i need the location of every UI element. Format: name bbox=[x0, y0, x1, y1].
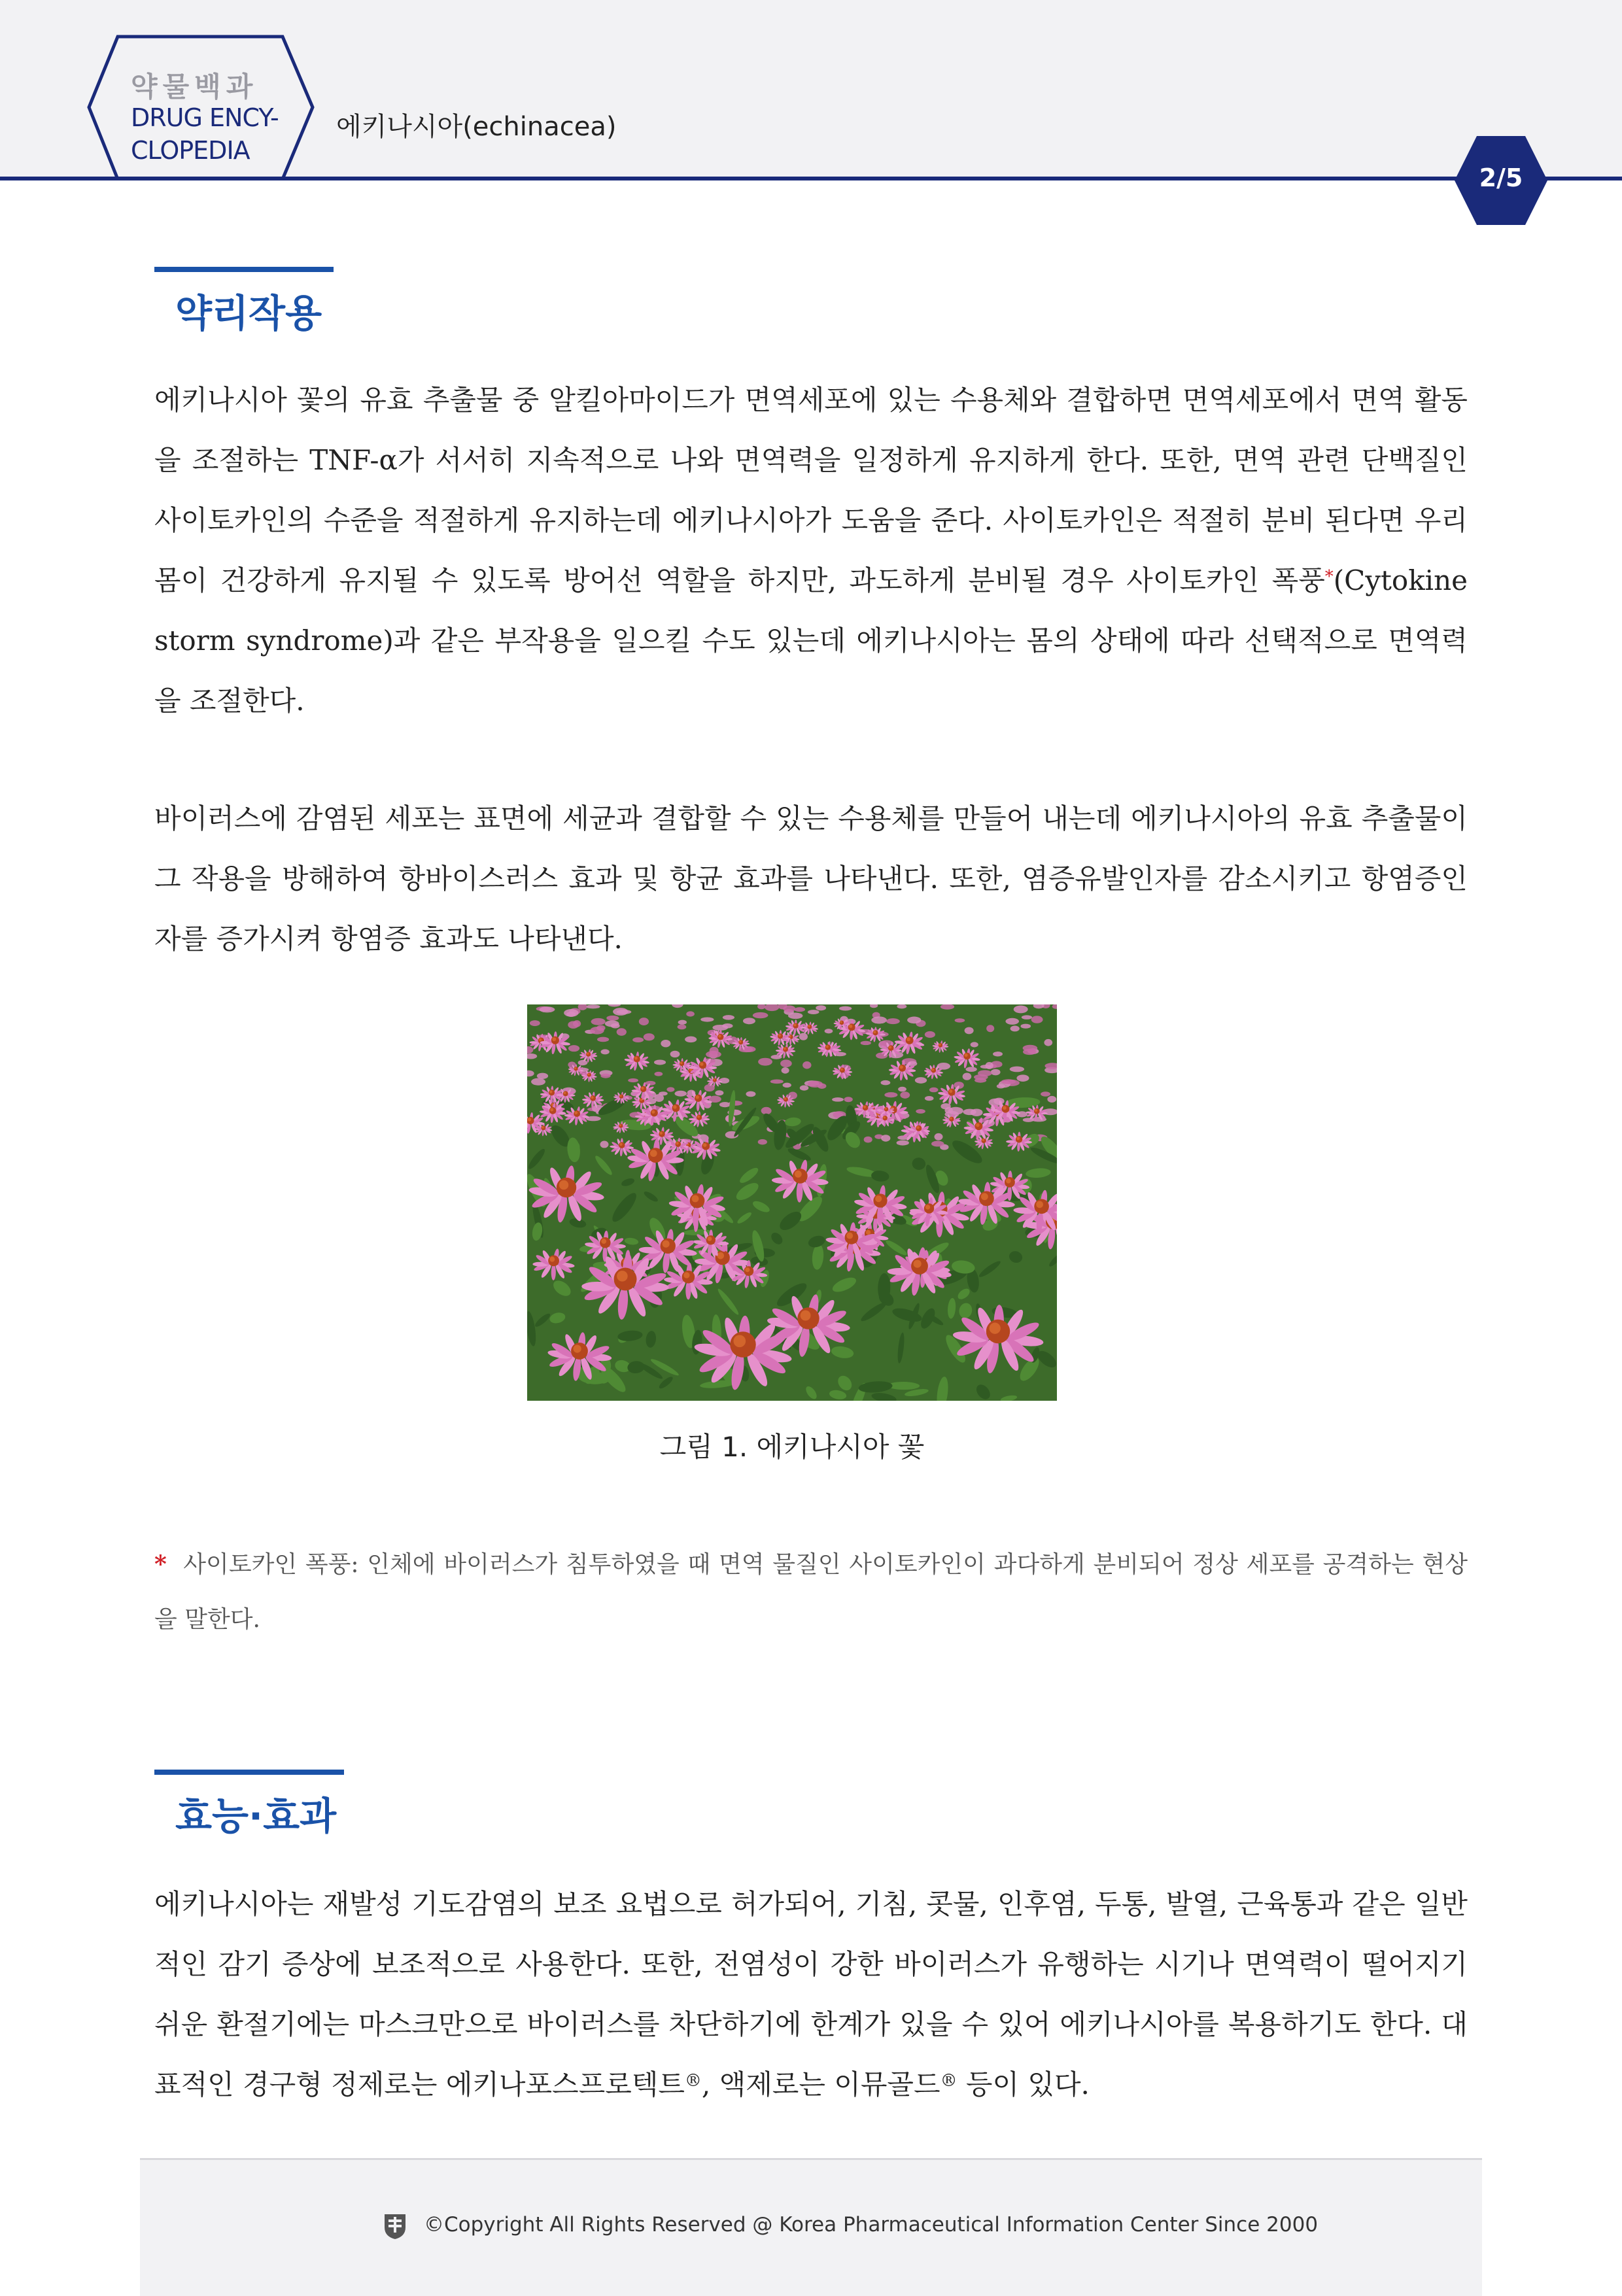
footnote bbox=[154, 1537, 1468, 1647]
logo-english-line1: DRUG ENCY- bbox=[131, 103, 301, 132]
footnote-text: 사이토카인 폭풍: 인체에 바이러스가 침투하였을 때 면역 물질인 사이토카인이 과다하게 분비되어 정상 세포를 공격하는 현상을 말한다. bbox=[154, 1551, 1468, 1633]
logo-english-line2: CLOPEDIA bbox=[131, 136, 301, 165]
footnote-marker: * bbox=[1325, 567, 1334, 587]
echinacea-flower-photo bbox=[527, 1004, 1057, 1401]
flower-field-image bbox=[527, 1004, 1057, 1401]
paragraph-text: 에키나시아는 재발성 기도감염의 보조 요법으로 허가되어, 기침, 콧물, 인후염, 두통, 발열, 근육통과 같은 일반적인 감기 증상에 보조적으로 사용한다. 또한, 전염성이 강한 바이러스가 유행하는 시기나 면역력이 떨어지기 쉬운 환절기에는 마스크만으로 바이러스를 차단하기에 한계가 있을 수 있어 에키나시아를 복용하기도 한다. 대표적인 경구형 정제로는 에키나포스프로텍트 bbox=[154, 1888, 1468, 2100]
paragraph-text: , 액제로는 이뮤골드 bbox=[702, 2068, 940, 2100]
document-title: 에키나시아(echinacea) bbox=[336, 106, 616, 143]
logo-korean-title: 약물백과 bbox=[131, 65, 288, 105]
paragraph-text: 등이 있다. bbox=[958, 2068, 1090, 2100]
pharmacology-paragraph-1 bbox=[154, 370, 1468, 731]
paragraph-text: 에키나시아 꽃의 유효 추출물 중 알킬아마이드가 면역세포에 있는 수용체와 결합하면 면역세포에서 면역 활동을 조절하는 TNF-α가 서서히 지속적으로 나와 면역력을 일정하게 유지하게 한다. 또한, 면역 관련 단백질인 사이토카인의 수준을 적절하게 유지하는데 에키나시아가 도움을 준다. 사이토카인은 적절히 분비 된다면 우리 몸이 건강하게 유지될 수 있도록 방어선 역할을 하지만, 과도하게 분비될 경우 사이토카인 폭풍 bbox=[154, 384, 1468, 596]
figure-caption: 그림 1. 에키나시아 꽃 bbox=[527, 1426, 1057, 1465]
efficacy-paragraph bbox=[154, 1874, 1468, 2115]
registered-mark: ® bbox=[940, 2071, 958, 2091]
page-indicator: 2/5 bbox=[1453, 163, 1549, 192]
pharmacology-paragraph-2: 바이러스에 감염된 세포는 표면에 세균과 결합할 수 있는 수용체를 만들어 내는데 에키나시아의 유효 추출물이 그 작용을 방해하여 항바이스러스 효과 및 항균 효과를 나타낸다. 또한, 염증유발인자를 감소시키고 항염증인자를 증가시켜 항염증 효과도 나타낸다. bbox=[154, 789, 1468, 969]
copyright-text: ©Copyright All Rights Reserved @ Korea Pharmaceutical Information Center Since 2000 bbox=[424, 2213, 1318, 2236]
shield-emblem-icon bbox=[382, 2212, 408, 2240]
footnote-star: * bbox=[154, 1551, 167, 1578]
paragraph-text: (Cytokine storm syndrome)과 같은 부작용을 일으킬 수도 있는데 에키나시아는 몸의 상태에 따라 선택적으로 면역력을 조절한다. bbox=[154, 564, 1468, 717]
section-title-efficacy: 효능·효과 bbox=[175, 1785, 336, 1840]
section-title-bar bbox=[154, 267, 334, 272]
section-title-pharmacology: 약리작용 bbox=[175, 283, 322, 337]
registered-mark: ® bbox=[685, 2071, 702, 2091]
section-title-bar bbox=[154, 1770, 344, 1775]
